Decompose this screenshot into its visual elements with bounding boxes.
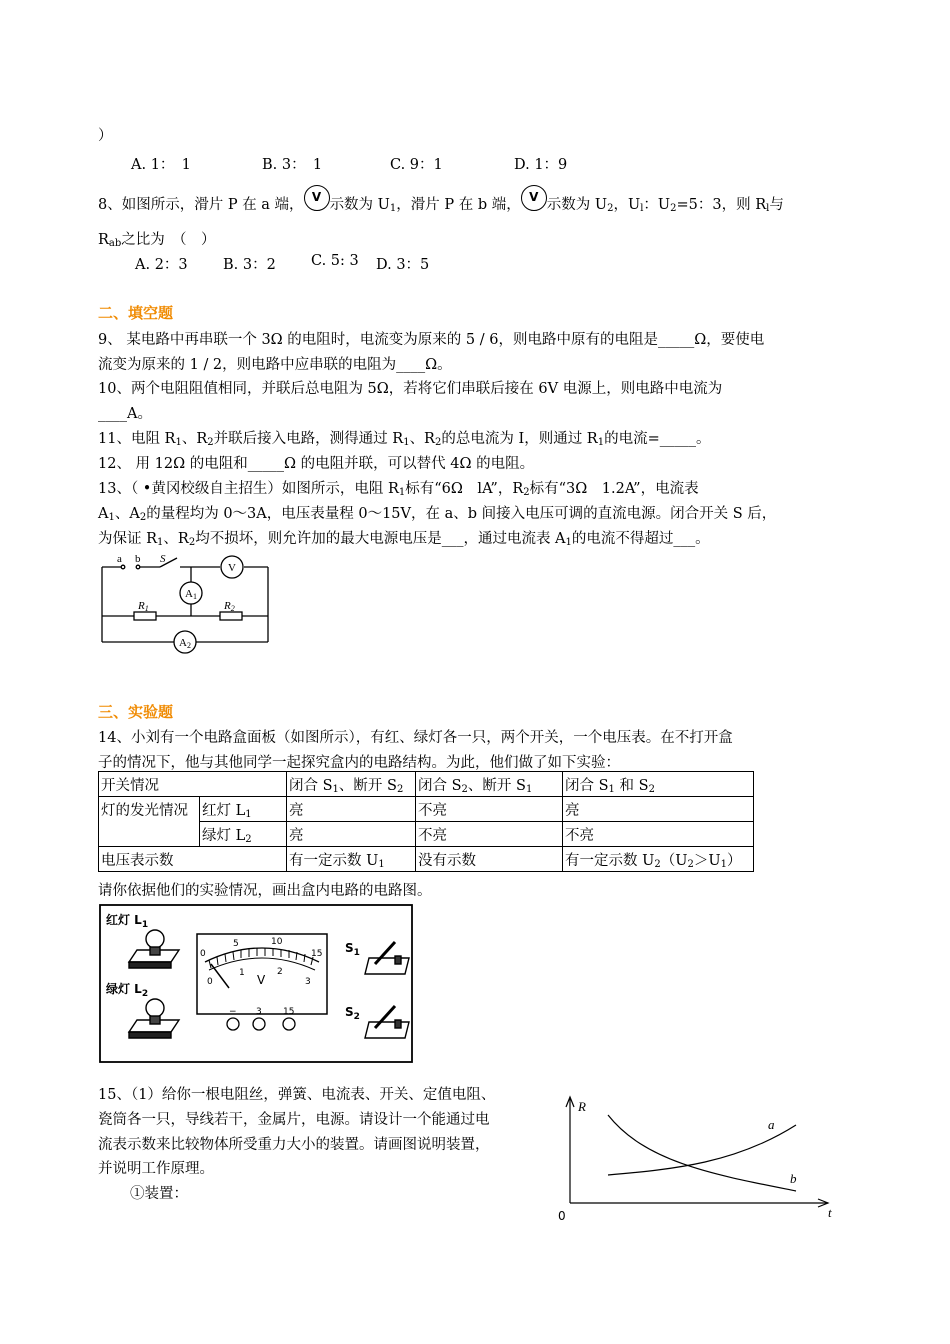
table-row bbox=[99, 797, 754, 822]
dial-tick-label: 1 bbox=[239, 968, 245, 978]
q13-line3: 为保证 $R_1$、$R_2$均不损坏，则允许加的最大电源电压是___，通过电流表 $A_1$的电流不得超过___。 bbox=[98, 531, 710, 548]
q8-option-a: A. 2：3 bbox=[135, 257, 188, 273]
q14-instruction: 请你依据他们的实验情况，画出盒内电路的电路图。 bbox=[98, 883, 432, 899]
curve-b-label: b bbox=[790, 1171, 797, 1186]
curve-a bbox=[608, 1125, 796, 1175]
switch-s1-label: $S_1$ bbox=[345, 941, 360, 958]
table-row bbox=[99, 772, 754, 797]
q9-line2: 流变为原来的 1 / 2，则电路中应串联的电阻为____Ω。 bbox=[98, 357, 452, 373]
q8-line1: 8、如图所示，滑片 P 在 a 端， V 示数为 $U_1$，滑片 P 在 b 端， V 示数为 $U_2$，$U_l$：$U_2=5$：3，则 $R_l$与 bbox=[98, 193, 784, 214]
table-cell: 闭合 $S_1$ 和 $S_2$ bbox=[563, 772, 754, 797]
curve-a-label: a bbox=[768, 1117, 775, 1132]
terminal-a-label: a bbox=[117, 553, 122, 565]
terminal-3-label: 3 bbox=[256, 1007, 262, 1017]
voltmeter-icon: V bbox=[304, 185, 330, 211]
q14-line2: 子的情况下，他与其他同学一起探究盒内的电路结构。为此，他们做了如下实验： bbox=[98, 755, 620, 771]
q8-option-c: C. 5: 3 bbox=[311, 253, 359, 269]
q13-line1: 13、（ •黄冈校级自主招生）如图所示，电阻 $R_1$标有“6Ω lA”，$R_2$标有“3Ω 1.2A”，电流表 bbox=[98, 481, 699, 498]
voltmeter-label: V bbox=[228, 562, 236, 574]
ammeter-a2-label: A2 bbox=[179, 637, 191, 650]
q7-option-d: D. 1：9 bbox=[514, 157, 568, 173]
red-lamp-label: 红灯 $L_1$ bbox=[106, 913, 149, 930]
green-lamp-label: 绿灯 $L_2$ bbox=[106, 982, 149, 999]
table-cell: 闭合 $S_1$、断开 $S_2$ bbox=[287, 772, 416, 797]
dial-tick-label: 10 bbox=[271, 937, 283, 947]
q15-line2: 瓷筒各一只，导线若干，金属片，电源。请设计一个能通过电 bbox=[98, 1112, 490, 1128]
section-fill-in-title: 二、填空题 bbox=[98, 304, 174, 322]
q14-circuit-panel-figure bbox=[99, 904, 415, 1064]
dial-tick-label: 0 bbox=[207, 977, 213, 987]
dial-tick-label: 3 bbox=[305, 977, 311, 987]
voltmeter-terminals bbox=[227, 1018, 295, 1030]
ammeter-a1-label: A1 bbox=[185, 588, 197, 601]
q8-option-b: B. 3：2 bbox=[223, 257, 276, 273]
q10-line1: 10、两个电阻阻值相同，并联后总电阻为 5Ω，若将它们串联后接在 6V 电源上，则电路中电流为 bbox=[98, 381, 723, 397]
y-axis-label: R bbox=[578, 1099, 586, 1114]
section-experiment-title: 三、实验题 bbox=[98, 703, 174, 721]
q8-line2: $R_{ab}$之比为 （ ） bbox=[98, 232, 216, 249]
q15-line4: 并说明工作原理。 bbox=[98, 1161, 214, 1177]
q7-option-a: A. 1： 1 bbox=[131, 157, 191, 173]
table-cell: 闭合 $S_2$、断开 $S_1$ bbox=[416, 772, 563, 797]
experiment-table bbox=[98, 771, 754, 872]
q9-line1: 9、 某电路中再串联一个 3Ω 的电阻时，电流变为原来的 5 / 6，则电路中原有的电阻是_____Ω，要使电 bbox=[98, 332, 765, 348]
q12-line: 12、 用 12Ω 的电阻和_____Ω 的电阻并联，可以替代 4Ω 的电阻。 bbox=[98, 456, 535, 472]
table-row bbox=[99, 847, 754, 872]
table-cell: 绿灯 $L_2$ bbox=[200, 822, 287, 847]
switch-s2-label: $S_2$ bbox=[345, 1005, 360, 1022]
dial-tick-label: 0 bbox=[200, 949, 206, 959]
q13-circuit-diagram bbox=[98, 552, 278, 656]
dial-tick-label: 2 bbox=[277, 967, 283, 977]
terminal-b-label: b bbox=[135, 553, 141, 565]
table-cell: 红灯 $L_1$ bbox=[200, 797, 287, 822]
resistor-r2-label: R2 bbox=[224, 600, 235, 613]
q7-tail: ） bbox=[98, 128, 113, 144]
table-cell: 亮 bbox=[287, 822, 416, 847]
q13-line2: $A_1$、$A_2$的量程均为 0～3A，电压表量程 0～15V，在 a、b 间接入电压可调的直流电源。闭合开关 S 后， bbox=[98, 506, 777, 523]
q11-line: 11、电阻 $R_1$、$R_2$并联后接入电路，测得通过 $R_1$、$R_2$的总电流为 I，则通过 $R_1$的电流=_____。 bbox=[98, 431, 711, 448]
table-cell: 电压表示数 bbox=[99, 847, 287, 872]
voltmeter-icon: V bbox=[521, 185, 547, 211]
terminal-15-label: 15 bbox=[283, 1007, 295, 1017]
table-cell: 不亮 bbox=[563, 822, 754, 847]
q7-option-b: B. 3： 1 bbox=[262, 157, 323, 173]
table-cell: 不亮 bbox=[416, 822, 563, 847]
dial-unit-label: V bbox=[257, 973, 266, 987]
q15-resistance-time-graph bbox=[556, 1093, 842, 1223]
q15-line3: 流表示数来比较物体所受重力大小的装置。请画图说明装置， bbox=[98, 1137, 490, 1153]
terminal-minus-label: − bbox=[229, 1007, 237, 1017]
q15-item-device: ①装置： bbox=[130, 1186, 188, 1202]
table-cell: 没有示数 bbox=[416, 847, 563, 872]
x-axis-label: t bbox=[828, 1205, 832, 1220]
table-cell: 亮 bbox=[563, 797, 754, 822]
dial-tick-label: 15 bbox=[311, 949, 323, 959]
q7-option-c: C. 9：1 bbox=[390, 157, 443, 173]
voltmeter-dial-icon bbox=[197, 934, 327, 1014]
resistor-r1-label: R1 bbox=[138, 600, 149, 613]
table-cell: 有一定示数 $U_1$ bbox=[287, 847, 416, 872]
q8-option-d: D. 3：5 bbox=[376, 257, 430, 273]
q14-line1: 14、小刘有一个电路盒面板（如图所示），有红、绿灯各一只，两个开关，一个电压表。在不打开盒 bbox=[98, 730, 733, 746]
table-cell: 有一定示数 $U_2(U_2>U_1)$ bbox=[563, 847, 754, 872]
table-cell: 亮 bbox=[287, 797, 416, 822]
table-cell: 不亮 bbox=[416, 797, 563, 822]
q15-line1: 15、（1）给你一根电阻丝，弹簧、电流表、开关、定值电阻、 bbox=[98, 1087, 496, 1103]
q10-line2: ____A。 bbox=[98, 406, 152, 422]
table-cell: 开关情况 bbox=[99, 772, 287, 797]
origin-label: 0 bbox=[558, 1209, 566, 1223]
switch-s-label: S bbox=[160, 553, 166, 565]
table-cell: 灯的发光情况 bbox=[99, 797, 200, 847]
dial-tick-label: 5 bbox=[233, 939, 239, 949]
